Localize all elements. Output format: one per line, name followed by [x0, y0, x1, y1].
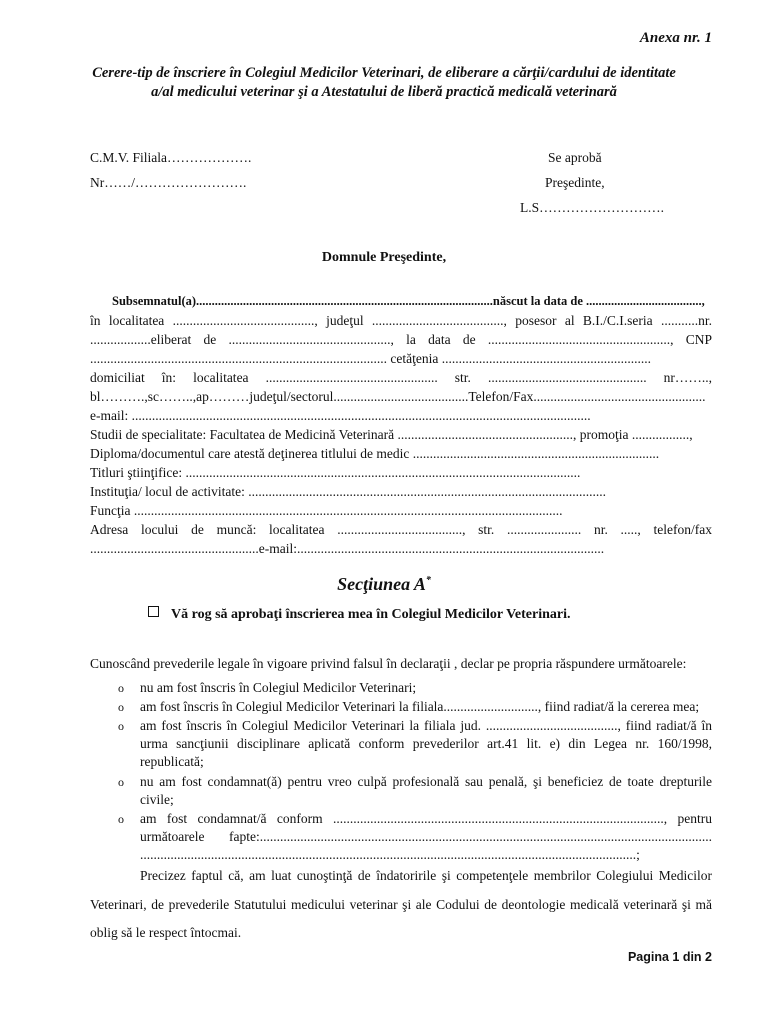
registration-number: Nr……/…………………….: [90, 175, 247, 190]
declaration-item-2: am fost înscris în Colegiul Medicilor Veterinari la filiala............................, fiind radiat/ă la cererea mea;: [140, 699, 700, 714]
field-issued-cnp: ..................eliberat de ................................................, la data de ......................................................, CNP: [90, 332, 712, 347]
annex-number: Anexa nr. 1: [639, 30, 712, 46]
approval-label: Se aprobă: [548, 150, 602, 165]
field-email: e-mail: ........................................................................................................................................: [90, 408, 591, 423]
field-institution: Instituţia/ locul de activitate: ..........................................................................................................: [90, 484, 606, 499]
cmv-branch: C.M.V. Filiala……………….: [90, 150, 252, 165]
closing-statement: Precizez faptul că, am luat cunoştinţă de îndatoririle şi competenţele membrilor Colegiului Medicilor Veterinari, de prevederile Statutului medicului veterinar şi ale Codului de deontologie medicală veterinară şi mă oblig să le respect întocmai.: [90, 868, 712, 940]
subsemnatul-text: Subsemnatul(a)...............................................................................................născut la data de .....................................,: [112, 294, 705, 308]
section-a-heading: [0, 574, 768, 595]
field-studies: Studii de specialitate: Facultatea de Medicină Veterinară ...................................................., promoţia .................,: [90, 427, 693, 442]
field-name-birthdate: [90, 292, 712, 310]
declaration-item-1: nu am fost înscris în Colegiul Medicilor Veterinari;: [140, 680, 417, 695]
declaration-item-3: am fost înscris în Colegiul Medicilor Veterinari la filiala jud. ......................................., fiind radiat/ă în urma sancţiunii disciplinare aplicată conform prevederilor art.41 lit. e) din Legea nr. 160/1998, republicată;: [140, 718, 712, 769]
field-work-address: Adresa locului de muncă: localitatea ....................................., str. ...................... nr. ....., telefon/fax: [90, 522, 712, 537]
field-locality-id: în localitatea .........................................., judeţul ......................................., posesor al B.I./C.I.seria ...........nr.: [90, 313, 712, 328]
greeting: Domnule Preşedinte,: [321, 250, 447, 265]
field-diploma: Diploma/documentul care atestă deţinerea titlului de medic .........................................................................: [90, 446, 660, 461]
section-label: Secţiunea A: [337, 574, 426, 594]
approval-request-row[interactable]: [148, 606, 570, 623]
circle-bullet-icon: o: [118, 812, 124, 826]
declaration-item-4: nu am fost condamnat(ă) pentru vreo culpă profesională sau penală, şi beneficiez de toate drepturile civile;: [140, 774, 712, 807]
form-title-line-1: Cerere-tip de înscriere în Colegiul Medicilor Veterinari, de eliberare a cărţii/cardului de identitate: [92, 65, 676, 81]
form-title-line-2: a/al medicului veterinar şi a Atestatului de liberă practică medicală veterinară: [151, 84, 617, 100]
circle-bullet-icon: o: [118, 719, 124, 733]
declaration-intro: Cunoscând prevederile legale în vigoare privind falsul în declaraţii , declar pe propria răspundere următoarele:: [90, 656, 687, 671]
section-footnote-mark: *: [425, 575, 431, 586]
field-work-email: ..................................................e-mail:...........................................................................................: [90, 541, 605, 556]
circle-bullet-icon: o: [118, 775, 124, 789]
field-address-phone: bl……….,sc……..,ap………judeţul/sectorul........................................Telefon/Fax...................................................: [90, 389, 706, 404]
field-domicile: domiciliat în: localitatea ................................................... str. ............................................... nr……..,: [90, 370, 712, 385]
seal-label: L.S……………………….: [520, 200, 665, 215]
circle-bullet-icon: o: [118, 700, 124, 714]
circle-bullet-icon: o: [118, 681, 124, 695]
declaration-item-5: am fost condamnat/ă conform .................................................................................................., pentru următoarele fapte:...................................................................................................................................... ...................................................................................................................................................;: [140, 811, 712, 862]
approval-request-text: Vă rog să aprobaţi înscrierea mea în Colegiul Medicilor Veterinari.: [171, 607, 571, 622]
president-label: Preşedinte,: [545, 175, 605, 190]
page-number: Pagina 1 din 2: [627, 950, 712, 964]
field-titles: Titluri ştiinţifice: .....................................................................................................................: [90, 465, 581, 480]
checkbox-icon[interactable]: [148, 606, 159, 617]
field-cnp-citizenship: ........................................................................................ cetăţenia ..............................................................: [90, 351, 651, 366]
field-function: Funcţia ...............................................................................................................................: [90, 503, 563, 518]
